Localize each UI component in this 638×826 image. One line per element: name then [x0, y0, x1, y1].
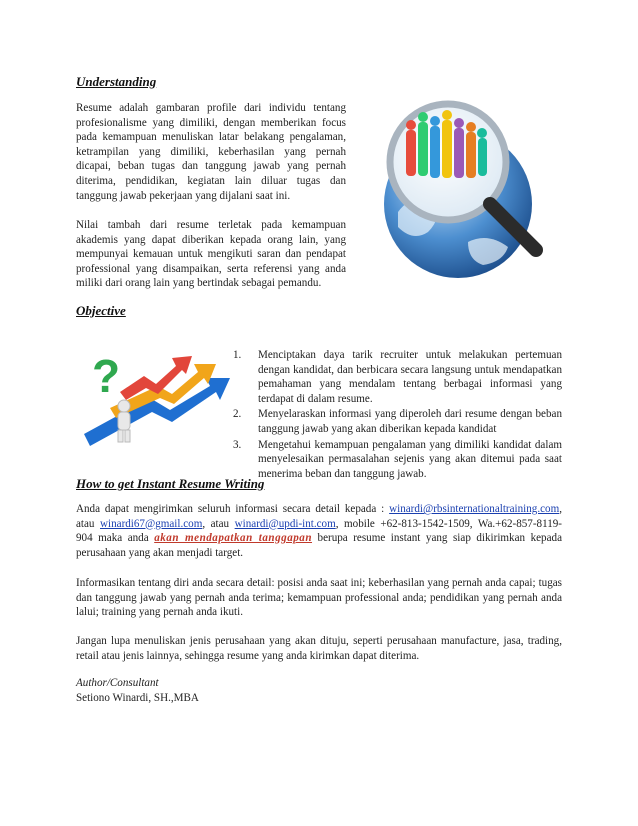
objective-heading: Objective	[76, 303, 126, 318]
understanding-para-2: Nilai tambah dari resume terletak pada kemampuan akademis yang dapat diberikan kepada orang lain, yang mempunyai kemauan untuk mengikuti saran dan pendapat professional yang disampaikan, serta referensi yang anda miliki dari orang lain yang bertindak sebagai pemandu.	[76, 219, 346, 290]
howto-heading: How to get Instant Resume Writing	[76, 476, 265, 491]
list-item: 2. Menyelaraskan informasi yang diperoleh dari resume dengan beban tanggung jawab yang akan diberikan kepada kandidat	[233, 408, 562, 435]
understanding-heading: Understanding	[76, 74, 157, 89]
magnifier-globe-illustration	[358, 92, 556, 280]
email-link-1[interactable]: winardi@rbsinternationaltraining.com	[389, 503, 560, 515]
author-name: Setiono Winardi, SH.,MBA	[76, 692, 199, 704]
promo-text: akan mendapatkan tanggapan	[154, 532, 313, 545]
objective-list	[233, 348, 562, 482]
person-figure-icon	[118, 400, 130, 442]
email-link-2[interactable]: winardi67@gmail.com	[100, 517, 203, 530]
howto-para-1: Anda dapat mengirimkan seluruh informasi secara detail kepada : winardi@rbsinternationaltraining.com, atau winardi67@gmail.com, atau winardi@updi-int.com, mobile +62-813-1542-1509, Wa.+62-857-8119-904 maka anda akan mendapatkan tanggapan berupa resume instant yang siap dikirimkan kepada perusahaan yang akan menjadi target.	[76, 503, 562, 559]
understanding-para-1: Resume adalah gambaran profile dari individu tentang profesionalisme yang dimiliki, dengan memberikan focus pada kemampuan menuliskan latar belakang pengalaman, ketrampilan yang dimiliki, keberhasilan yang pernah dicapai, beban tugas dan tanggung jawab yang pernah diterima, pendidikan, kegiatan lain diluar tugas dan tanggung jawab pekerjaan yang dijalani saat ini.	[76, 102, 346, 202]
question-mark-icon: ?	[92, 350, 121, 402]
author-role: Author/Consultant	[76, 677, 159, 689]
howto-para-2: Informasikan tentang diri anda secara detail: posisi anda saat ini; keberhasilan yang pernah anda capai; tugas dan tanggung jawab yang pernah anda terima; kemampuan professional anda; pendidikan yang pernah anda lalui; training yang pernah anda ikuti.	[76, 577, 562, 619]
howto-para-3: Jangan lupa menuliskan jenis perusahaan yang akan dituju, seperti perusahaan manufacture, jasa, trading, retail atau jenis lainnya, sehingga resume yang anda kirimkan dapat diterima.	[76, 635, 562, 662]
email-link-3[interactable]: winardi@updi-int.com	[234, 517, 336, 530]
list-item: 3. Mengetahui kemampuan pengalaman yang dimiliki kandidat dalam menyelesaikan permasalahan sejenis yang akan ditemui pada saat menerima beban dan tanggung jawab.	[233, 438, 562, 480]
list-item: 1. Menciptakan daya tarik recruiter untuk melakukan pertemuan dengan kandidat, dan berbicara secara langsung untuk mendapatkan pemahaman yang mendalam tentang berbagai informasi yang terdapat di dalam resume.	[233, 349, 562, 405]
question-arrows-illustration	[80, 348, 232, 456]
